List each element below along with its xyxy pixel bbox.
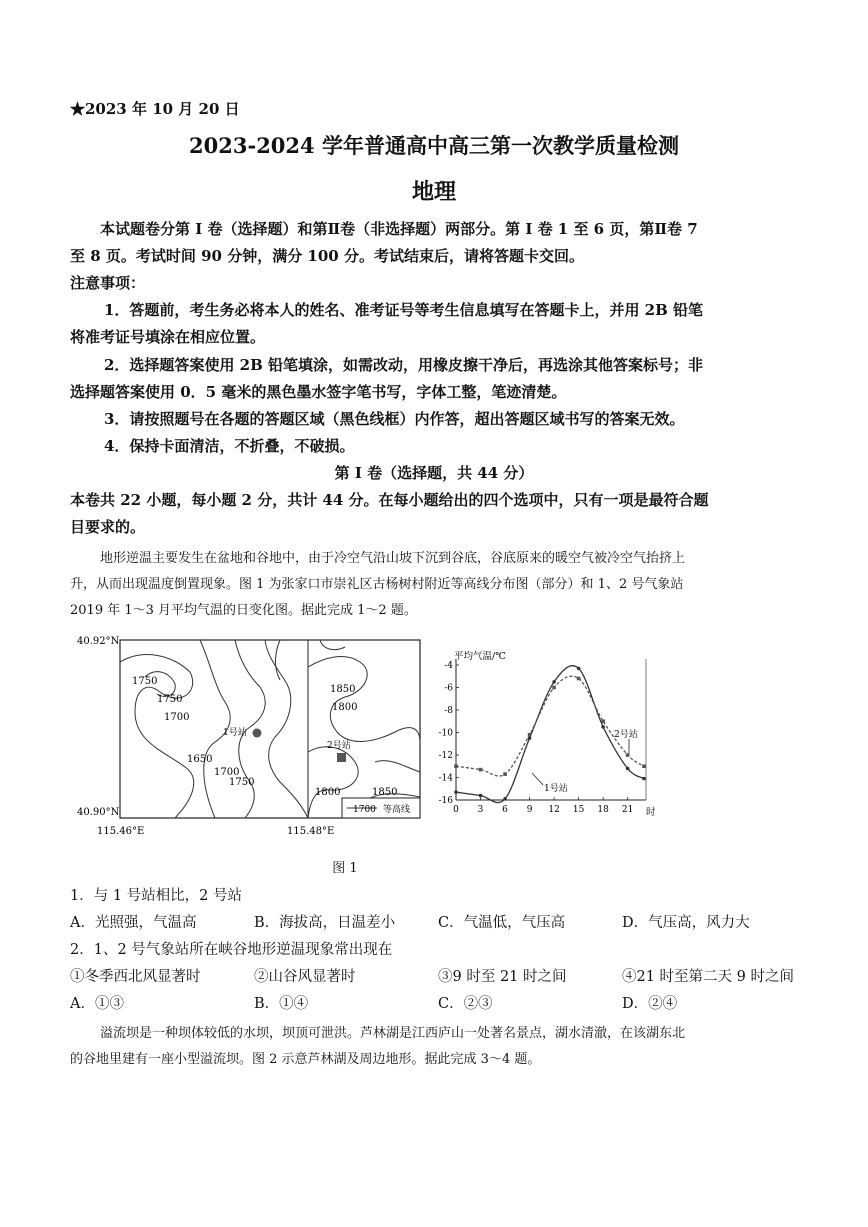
data-point-station-1 (454, 790, 458, 794)
data-point-station-2 (552, 686, 556, 690)
note-3: 3．请按照题号在各题的答题区域（黑色线框）内作答，超出答题区域书写的答案无效。 (104, 410, 685, 428)
y-tick-label: -4 (444, 661, 453, 671)
data-point-station-2 (577, 677, 581, 681)
intro-line-1: 本试题卷分第 I 卷（选择题）和第Ⅱ卷（非选择题）两部分。第 I 卷 1 至 6 页，第Ⅱ卷 7 (100, 220, 698, 238)
question-2-option-a[interactable]: A．①③ (70, 996, 124, 1012)
question-1-option-c[interactable]: C．气温低，气压高 (438, 915, 566, 931)
x-tick-label: 18 (597, 805, 609, 815)
y-tick-label: -14 (438, 773, 453, 784)
section-instruction-line-2: 目要求的。 (70, 518, 146, 536)
question-2-stem: 2．1、2 号气象站所在峡谷地形逆温现象常出现在 (70, 942, 393, 958)
data-point-station-1 (552, 680, 556, 684)
question-2-statement-3: ③9 时至 21 时之间 (438, 969, 567, 985)
legend-contour-text: 等高线 (383, 805, 411, 815)
station-1-marker (253, 729, 262, 738)
data-point-station-2 (479, 768, 483, 772)
passage-1-line-2: 升，从而出现温度倒置现象。图 1 为张家口市崇礼区古杨树村附近等高线分布图（部分）和 1、2 号气象站 (70, 577, 684, 592)
note-1-line-1: 1．答题前，考生务必将本人的姓名、准考证号等考生信息填写在答题卡上，并用 2B 铅笔 (104, 301, 704, 319)
contour-label-10: 1850 (372, 787, 398, 798)
data-point-station-2 (601, 719, 605, 723)
x-tick-label: 9 (526, 805, 533, 815)
data-point-station-2 (454, 764, 458, 768)
question-2-option-d[interactable]: D．②④ (622, 996, 678, 1012)
series-label-station-2: 2号站 (614, 730, 638, 740)
x-tick-label: 15 (572, 805, 585, 815)
question-2-option-c[interactable]: C．②③ (438, 996, 493, 1012)
data-point-station-2 (503, 772, 507, 776)
series-label-station-1: 1号站 (544, 784, 568, 794)
map-lon-right: 115.48°E (287, 826, 335, 837)
data-point-station-2 (642, 764, 646, 768)
x-tick-label: 12 (548, 805, 560, 815)
x-tick-label: 6 (502, 805, 508, 815)
map-lat-bottom: 40.90°N (77, 807, 120, 818)
passage-2-line-1: 溢流坝是一种坝体较低的水坝，坝顶可泄洪。芦林湖是江西庐山一处著名景点，湖水清澈，在该湖东北 (100, 1026, 686, 1041)
exam-title: 2023-2024 学年普通高中高三第一次教学质量检测 (189, 133, 679, 158)
y-tick-label: -8 (444, 706, 453, 716)
contour-label-3: 1700 (164, 712, 190, 723)
figure-1-caption: 图 1 (332, 861, 358, 876)
data-point-station-1 (626, 767, 630, 771)
passage-1-line-3: 2019 年 1～3 月平均气温的日变化图。据此完成 1～2 题。 (70, 603, 417, 618)
intro-line-2: 至 8 页。考试时间 90 分钟，满分 100 分。考试结束后，请将答题卡交回。 (70, 247, 584, 265)
chart-y-axis-label: 平均气温/℃ (454, 651, 506, 662)
data-point-station-2 (626, 753, 630, 757)
x-tick-label: 3 (477, 805, 484, 815)
y-tick-label: -10 (438, 728, 453, 739)
contour-label-8: 1800 (332, 702, 358, 713)
y-tick-label: -6 (444, 683, 453, 694)
question-2-statement-1: ①冬季西北风显著时 (70, 969, 201, 985)
contour-label-5: 1700 (214, 767, 240, 778)
contour-label-9: 1800 (315, 787, 341, 798)
series-line-2 (456, 676, 644, 776)
contour-label-1: 1750 (132, 676, 158, 687)
y-tick-label: -16 (438, 796, 453, 806)
note-4: 4．保持卡面清洁，不折叠，不破损。 (104, 437, 355, 455)
contour-label-2: 1750 (157, 694, 183, 705)
data-point-station-1 (642, 777, 646, 781)
notes-heading: 注意事项： (70, 274, 146, 292)
data-point-station-2 (528, 733, 532, 737)
question-1-option-b[interactable]: B．海拔高，日温差小 (254, 915, 396, 931)
question-2-statement-4: ④21 时至第二天 9 时之间 (622, 969, 795, 985)
station-2-label: 2号站 (327, 741, 351, 751)
data-point-station-1 (479, 794, 483, 798)
station-1-label: 1号站 (223, 728, 247, 738)
data-point-station-1 (503, 797, 507, 801)
station-2-marker (337, 753, 346, 762)
note-2-line-2: 选择题答案使用 0．5 毫米的黑色墨水签字笔书写，字体工整，笔迹清楚。 (70, 383, 567, 401)
contour-label-4: 1650 (187, 754, 213, 765)
x-tick-label: 21 (621, 805, 634, 815)
x-tick-label: 0 (453, 805, 459, 815)
chart-x-axis-unit: 时 (646, 807, 656, 818)
series-label-station-1-pointer (532, 773, 543, 785)
temperature-chart (432, 645, 662, 825)
data-point-station-1 (577, 667, 581, 671)
note-1-line-2: 将准考证号填涂在相应位置。 (70, 328, 266, 346)
question-1-option-a[interactable]: A．光照强，气温高 (70, 915, 197, 931)
note-2-line-1: 2．选择题答案使用 2B 铅笔填涂，如需改动，用橡皮擦干净后，再选涂其他答案标号；非 (104, 356, 704, 374)
y-tick-label: -12 (438, 751, 453, 761)
section-heading: 第 I 卷（选择题，共 44 分） (334, 464, 534, 482)
contour-label-7: 1850 (330, 684, 356, 695)
question-1-stem: 1．与 1 号站相比，2 号站 (70, 888, 243, 904)
section-instruction-line-1: 本卷共 22 小题，每小题 2 分，共计 44 分。在每小题给出的四个选项中，只有一项是最符合题 (70, 491, 709, 509)
data-point-station-1 (601, 725, 605, 729)
contour-map (75, 632, 440, 842)
map-lon-left: 115.46°E (97, 826, 145, 837)
passage-1-line-1: 地形逆温主要发生在盆地和谷地中，由于冷空气沿山坡下沉到谷底，谷底原来的暖空气被冷空气抬挤上 (100, 551, 686, 566)
passage-2-line-2: 的谷地里建有一座小型溢流坝。图 2 示意芦林湖及周边地形。据此完成 3～4 题。 (70, 1052, 541, 1067)
data-point-station-1 (528, 736, 532, 740)
question-2-statement-2: ②山谷风显著时 (254, 969, 356, 985)
map-lat-top: 40.92°N (77, 636, 120, 647)
question-2-option-b[interactable]: B．①④ (254, 996, 309, 1012)
subject-title: 地理 (411, 179, 456, 205)
legend-contour-value: 1700 (353, 805, 376, 815)
question-1-option-d[interactable]: D．气压高，风力大 (622, 915, 750, 931)
exam-date: ★2023 年 10 月 20 日 (70, 100, 240, 118)
contour-label-6: 1750 (229, 777, 255, 788)
